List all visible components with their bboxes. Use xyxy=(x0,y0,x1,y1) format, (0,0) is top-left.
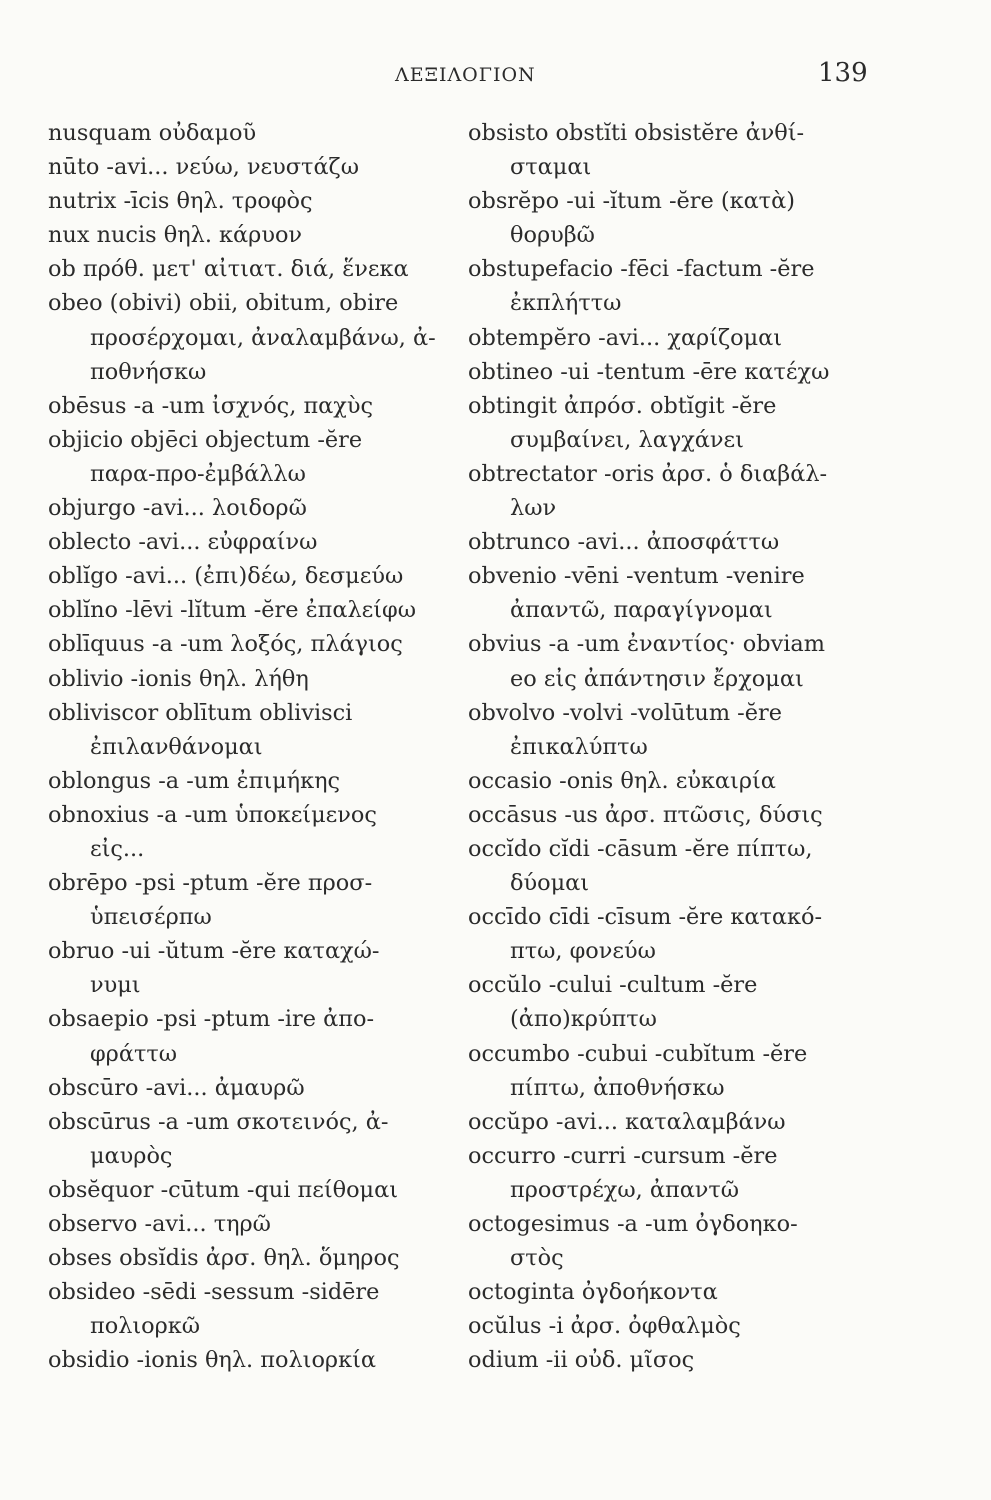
entry-line: obvius -a -um ἐναντίος· obviam xyxy=(468,631,826,658)
entry-line: obvolvo -volvi -volūtum -ĕre xyxy=(468,699,782,726)
entry-line: observo -avi... τηρῶ xyxy=(48,1211,271,1237)
entry-line: πτω, φονεύω xyxy=(510,938,656,965)
entry-line: nūto -avi... νεύω, νευστάζω xyxy=(48,154,359,181)
entry-line: obliviscor oblītum oblivisci xyxy=(48,699,353,726)
page-number: 139 xyxy=(818,58,868,88)
entry-line: obeo (obivi) obii, obitum, obire xyxy=(48,290,399,317)
entry-line: obsisto obstĭti obsistĕre ἀνθί- xyxy=(468,120,805,146)
right-column xyxy=(468,116,868,1377)
entry-line: παρα-προ-ἐμβάλλω xyxy=(90,460,306,487)
entry-line: ποθνήσκω xyxy=(90,358,207,385)
entry-line: ἐπιλανθάνομαι xyxy=(90,733,263,760)
entry-line: octogesimus -a -um ὀγδοηκο- xyxy=(468,1211,798,1237)
entry-line: occāsus -us ἀρσ. πτῶσις, δύσις xyxy=(468,801,823,828)
entry-line: oblongus -a -um ἐπιμήκης xyxy=(48,767,341,794)
entry-line: ὑπεισέρπω xyxy=(90,904,212,931)
entry-line: φράττω xyxy=(90,1040,177,1067)
entry-line: ἀπαντῶ, παραγίγνομαι xyxy=(510,597,773,624)
entry-line: nusquam οὐδαμοῦ xyxy=(48,120,257,146)
entry-line: odium -ii οὐδ. μῖσος xyxy=(468,1347,695,1374)
entry-line: obsrĕpo -ui -ĭtum -ĕre (κατὰ) xyxy=(468,188,795,215)
entry-line: προστρέχω, ἀπαντῶ xyxy=(510,1176,740,1203)
entry-line: συμβαίνει, λαγχάνει xyxy=(510,426,744,453)
entry-line: obrēpo -psi -ptum -ĕre προσ- xyxy=(48,870,373,897)
entry-line: obstupefacio -fēci -factum -ĕre xyxy=(468,256,815,283)
entry-line: octoginta ὀγδοήκοντα xyxy=(468,1279,718,1306)
entry-line: obsaepio -psi -ptum -ire ἀπο- xyxy=(48,1006,375,1033)
entry-line: obsĕquor -cūtum -qui πείθομαι xyxy=(48,1176,399,1203)
entry-line: εἰς... xyxy=(90,835,145,862)
entry-line: obscūro -avi... ἀμαυρῶ xyxy=(48,1074,305,1101)
entry-line: occasio -onis θηλ. εὐκαιρία xyxy=(468,767,776,794)
entry-line: oblĭgo -avi... (ἐπι)δέω, δεσμεύω xyxy=(48,563,404,590)
entry-line: nutrix -īcis θηλ. τροφὸς xyxy=(48,188,313,215)
entry-line: oblivio -ionis θηλ. λήθη xyxy=(48,665,309,692)
entry-line: oblīquus -a -um λοξός, πλάγιος xyxy=(48,631,403,658)
entry-line: eo εἰς ἀπάντησιν ἔρχομαι xyxy=(510,665,804,692)
entry-line: ἐκπλήττω xyxy=(510,290,622,317)
entry-line: μαυρὸς xyxy=(90,1142,173,1169)
entry-line: objurgo -avi... λοιδορῶ xyxy=(48,495,307,522)
entry-line: λων xyxy=(510,495,557,522)
entry-line: nux nucis θηλ. κάρυον xyxy=(48,222,303,249)
entry-line: occumbo -cubui -cubĭtum -ĕre xyxy=(468,1040,808,1067)
entry-line: obnoxius -a -um ὑποκείμενος xyxy=(48,801,377,828)
entry-line: θορυβῶ xyxy=(510,222,595,249)
entry-line: occurro -curri -cursum -ĕre xyxy=(468,1142,778,1169)
entry-line: ob πρόθ. μετ' αἰτιατ. διά, ἕνεκα xyxy=(48,256,409,283)
page-header xyxy=(0,58,991,94)
entry-line: occĭdo cĭdi -cāsum -ĕre πίπτω, xyxy=(468,835,813,862)
entry-line: obsidio -ionis θηλ. πολιορκία xyxy=(48,1347,376,1374)
entry-line: obruo -ui -ŭtum -ĕre καταχώ- xyxy=(48,938,380,965)
entry-line: ἐπικαλύπτω xyxy=(510,733,648,760)
entry-line: obtrectator -oris ἀρσ. ὁ διαβάλ- xyxy=(468,460,828,487)
entry-line: occŭpo -avi... καταλαμβάνω xyxy=(468,1108,786,1135)
entry-line: obtingit ἀπρόσ. obtĭgit -ĕre xyxy=(468,392,777,419)
entry-line: σταμαι xyxy=(510,154,592,181)
entry-line: πολιορκῶ xyxy=(90,1313,201,1340)
entry-line: obscūrus -a -um σκοτεινός, ἀ- xyxy=(48,1108,389,1135)
entry-line: νυμι xyxy=(90,972,141,999)
entry-line: ocŭlus -i ἀρσ. ὀφθαλμὸς xyxy=(468,1313,741,1340)
entry-line: objicio objēci objectum -ĕre xyxy=(48,426,363,453)
running-title: ΛΕΞΙΛΟΓΙΟΝ xyxy=(395,64,536,86)
entry-line: δύομαι xyxy=(510,870,590,897)
entry-line: πίπτω, ἀποθνήσκω xyxy=(510,1074,725,1101)
left-column xyxy=(48,116,453,1377)
entry-line: obtrunco -avi... ἀποσφάττω xyxy=(468,529,780,556)
entry-line: obvenio -vēni -ventum -venire xyxy=(468,563,805,590)
entry-line: oblecto -avi... εὐφραίνω xyxy=(48,529,318,556)
entry-line: occŭlo -cului -cultum -ĕre xyxy=(468,972,758,999)
entry-line: obtempĕro -avi... χαρίζομαι xyxy=(468,324,783,351)
entry-line: obtineo -ui -tentum -ēre κατέχω xyxy=(468,358,830,385)
entry-line: obses obsĭdis ἀρσ. θηλ. ὅμηρος xyxy=(48,1245,400,1272)
entry-line: oblĭno -lēvi -lĭtum -ĕre ἐπαλείφω xyxy=(48,597,416,624)
entry-line: (ἀπο)κρύπτω xyxy=(510,1006,657,1033)
entry-line: obsideo -sēdi -sessum -sidēre xyxy=(48,1279,380,1306)
entry-line: occīdo cīdi -cīsum -ĕre κατακό- xyxy=(468,904,823,931)
entry-line: στὸς xyxy=(510,1245,564,1272)
entry-line: προσέρχομαι, ἀναλαμβάνω, ἀ- xyxy=(90,324,436,351)
entry-line: obēsus -a -um ἰσχνός, παχὺς xyxy=(48,392,374,419)
